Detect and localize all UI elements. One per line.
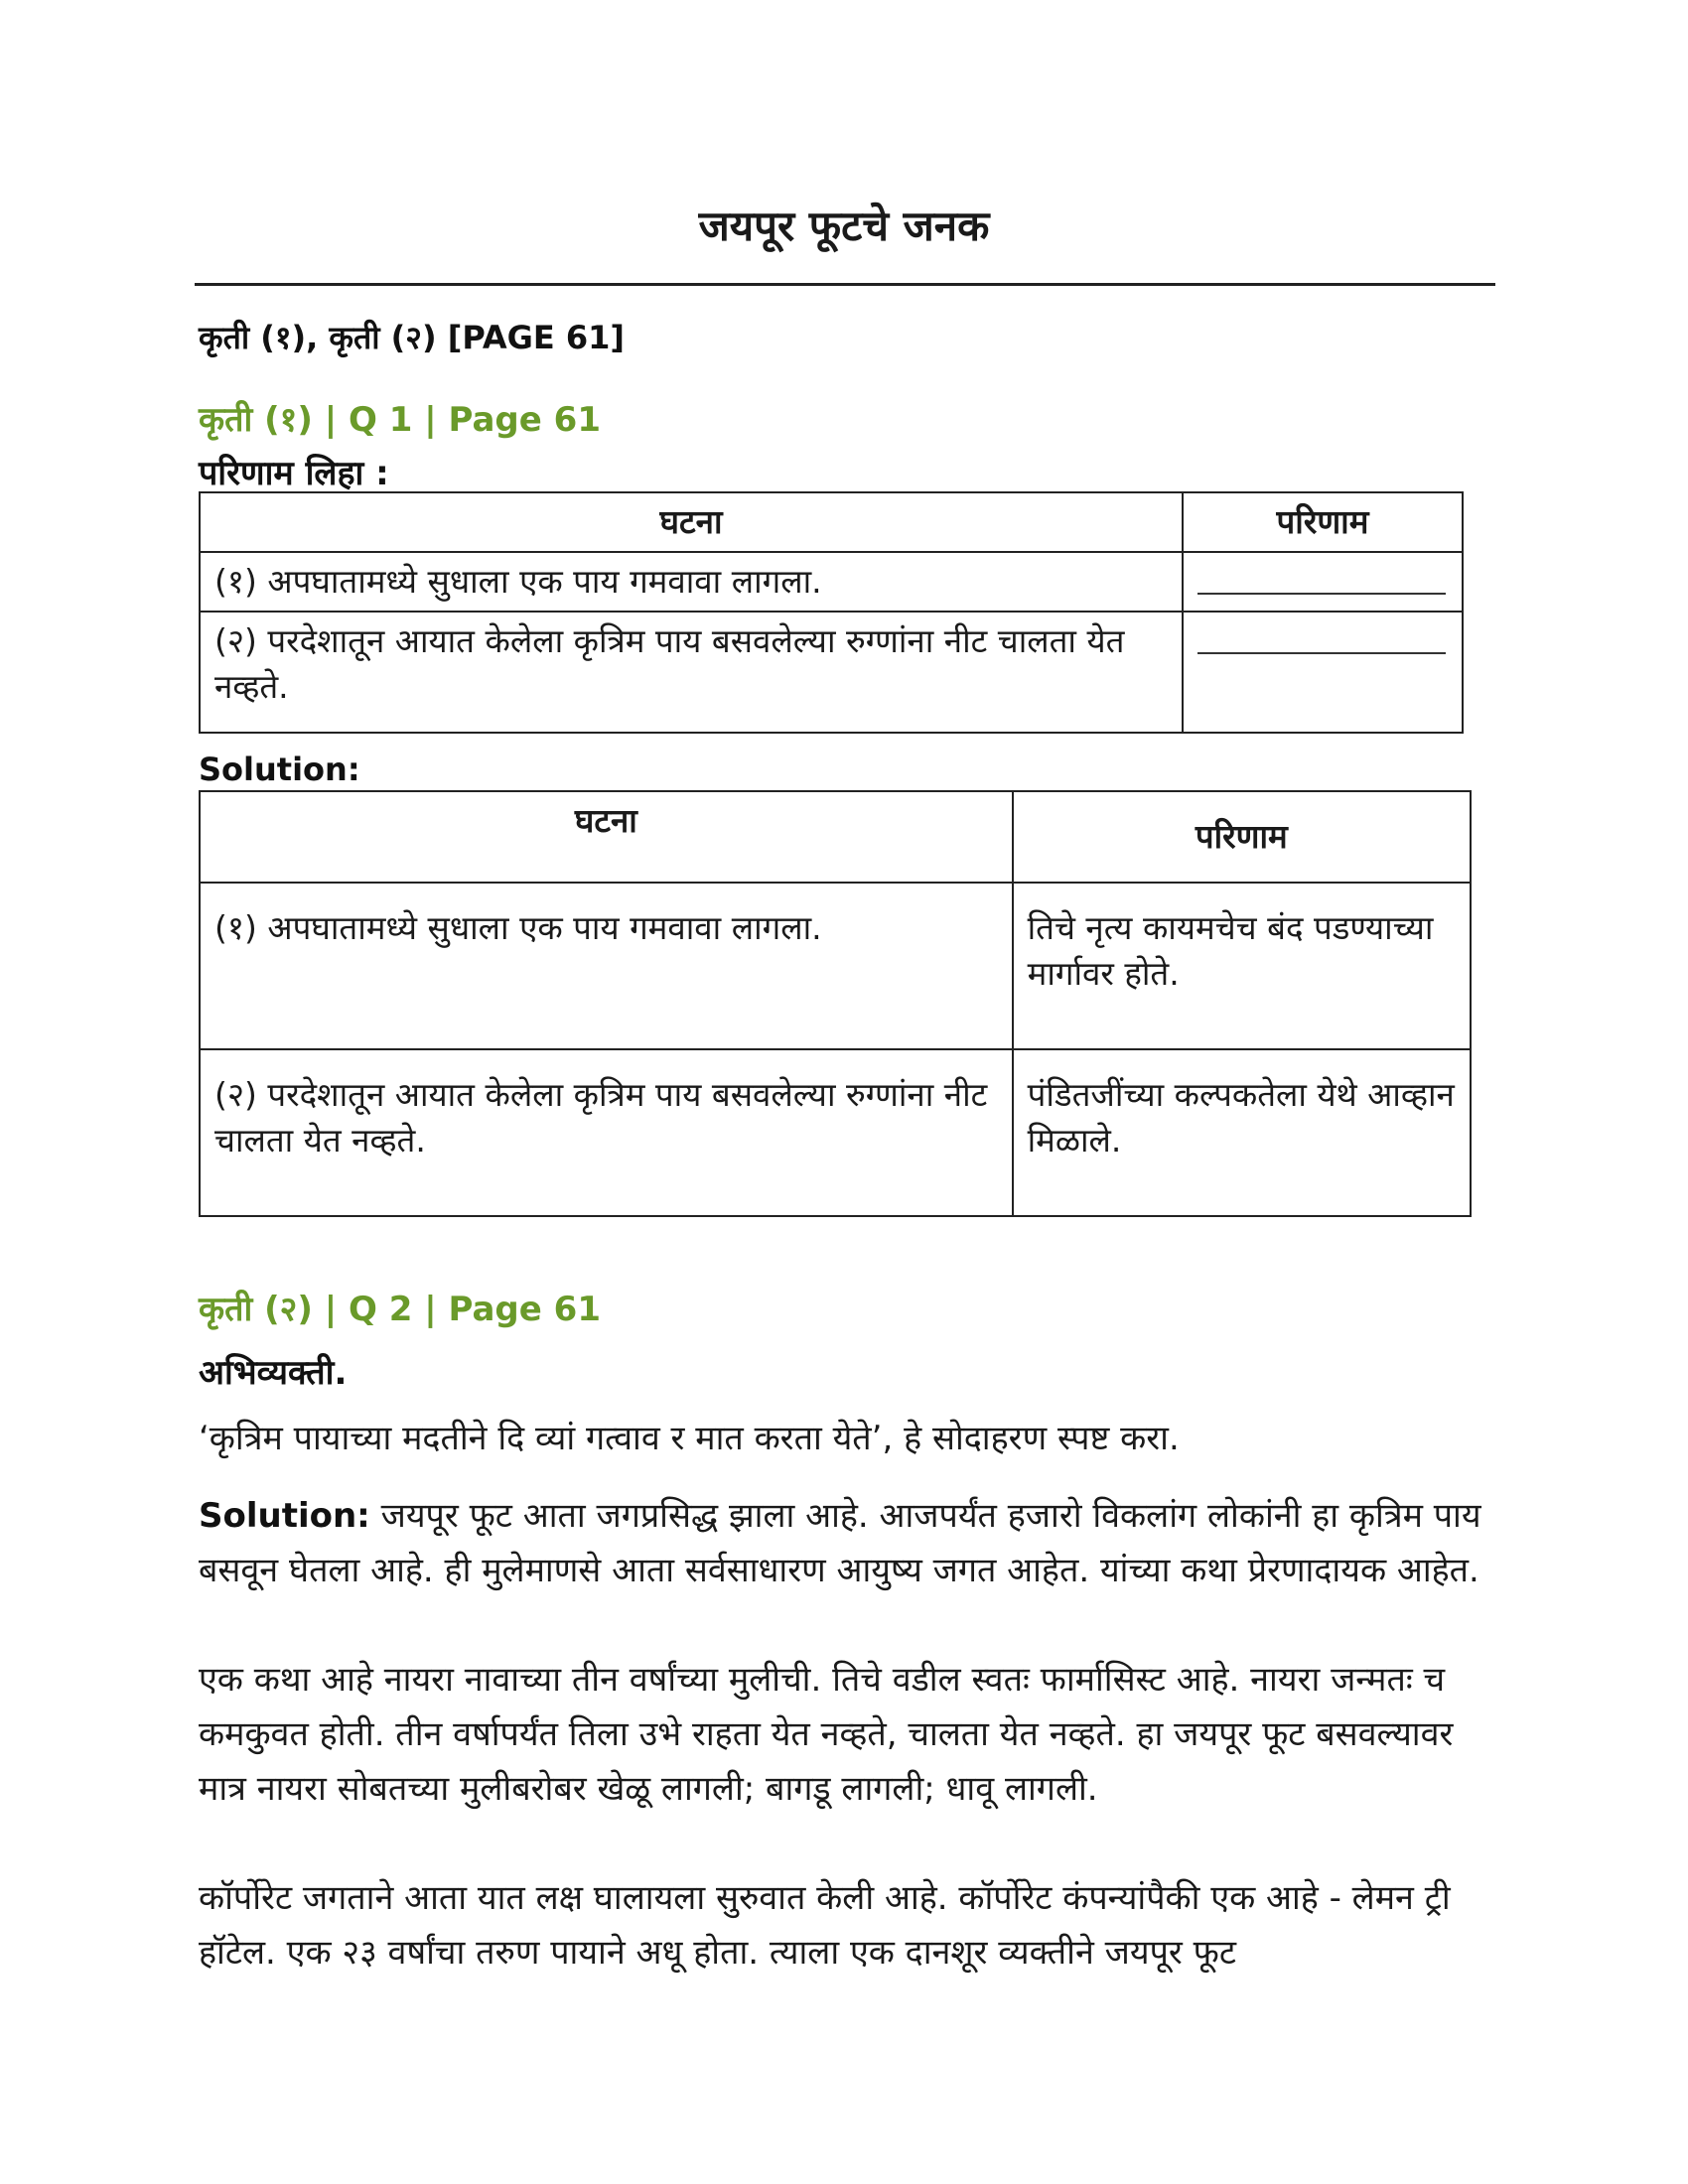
- q2-subheading: अभिव्यक्ती.: [199, 1353, 348, 1393]
- event-cell: (२) परदेशातून आयात केलेला कृत्रिम पाय बसवलेल्या रुग्णांना नीट चालता येत नव्हते.: [200, 1049, 1013, 1216]
- q1-heading: कृती (१) | Q 1 | Page 61: [199, 400, 601, 440]
- q2-solution-paragraph: एक कथा आहे नायरा नावाच्या तीन वर्षांच्या मुलीची. तिचे वडील स्वतः फार्मासिस्ट आहे. नायरा जन्मतः च कमकुवत होती. तीन वर्षापर्यंत तिला उभे राहता येत नव्हते, चालता येत नव्हते. हा जयपूर फूट बसवल्यावर मात्र नायरा सोबतच्या मुलीबरोबर खेळू लागली; बागडू लागली; धावू लागली.: [199, 1660, 1454, 1809]
- table-row: [200, 612, 1463, 733]
- answer-blank-line: [1197, 620, 1446, 654]
- q1-solution-label: Solution:: [199, 751, 360, 788]
- q2-solution-label: Solution:: [199, 1496, 370, 1536]
- column-header-result: परिणाम: [1013, 791, 1471, 883]
- event-cell: (१) अपघातामध्ये सुधाला एक पाय गमवावा लागला.: [200, 883, 1013, 1049]
- q1-instruction: परिणाम लिहा :: [199, 454, 389, 493]
- table-header-row: [200, 492, 1463, 552]
- answer-blank-line: [1197, 561, 1446, 595]
- table-row: [200, 552, 1463, 612]
- table-header-row: [200, 791, 1471, 883]
- q2-solution-paragraph: [199, 1489, 1499, 1598]
- column-header-event: घटना: [200, 791, 1013, 883]
- result-cell: पंडितजींच्या कल्पकतेला येथे आव्हान मिळाले.: [1013, 1049, 1471, 1216]
- result-cell: तिचे नृत्य कायमचेच बंद पडण्याच्या मार्गावर होते.: [1013, 883, 1471, 1049]
- answer-blank-cell: [1183, 612, 1463, 733]
- table-row: [200, 883, 1471, 1049]
- event-cell: (१) अपघातामध्ये सुधाला एक पाय गमवावा लागला.: [200, 552, 1183, 612]
- section-heading: कृती (१), कृती (२) [PAGE 61]: [199, 319, 626, 356]
- column-header-result: परिणाम: [1183, 492, 1463, 552]
- q1-question-table: [199, 491, 1464, 734]
- q2-question: ‘कृत्रिम पायाच्या मदतीने दि व्यां गत्वाव र मात करता येते’, हे सोदाहरण स्पष्ट करा.: [199, 1419, 1180, 1458]
- answer-blank-cell: [1183, 552, 1463, 612]
- q1-solution-table: [199, 790, 1472, 1217]
- column-header-event: घटना: [200, 492, 1183, 552]
- table-row: [200, 1049, 1471, 1216]
- q2-heading: कृती (२) | Q 2 | Page 61: [199, 1290, 601, 1329]
- solution-text: जयपूर फूट आता जगप्रसिद्ध झाला आहे. आजपर्यंत हजारो विकलांग लोकांनी हा कृत्रिम पाय बसवून घेतला आहे. ही मुलेमाणसे आता सर्वसाधारण आयुष्य जगत आहेत. यांच्या कथा प्रेरणादायक आहेत.: [199, 1496, 1481, 1590]
- page-title: जयपूर फूटचे जनक: [698, 202, 990, 250]
- event-cell: (२) परदेशातून आयात केलेला कृत्रिम पाय बसवलेल्या रुग्णांना नीट चालता येत नव्हते.: [200, 612, 1183, 733]
- q2-solution-paragraph: कॉर्पोरेट जगताने आता यात लक्ष घालायला सुरुवात केली आहे. कॉर्पोरेट कंपन्यांपैकी एक आहे - लेमन ट्री हॉटेल. एक २३ वर्षांचा तरुण पायाने अधू होता. त्याला एक दानशूर व्यक्तीने जयपूर फूट: [199, 1878, 1451, 1973]
- title-divider: [195, 283, 1495, 286]
